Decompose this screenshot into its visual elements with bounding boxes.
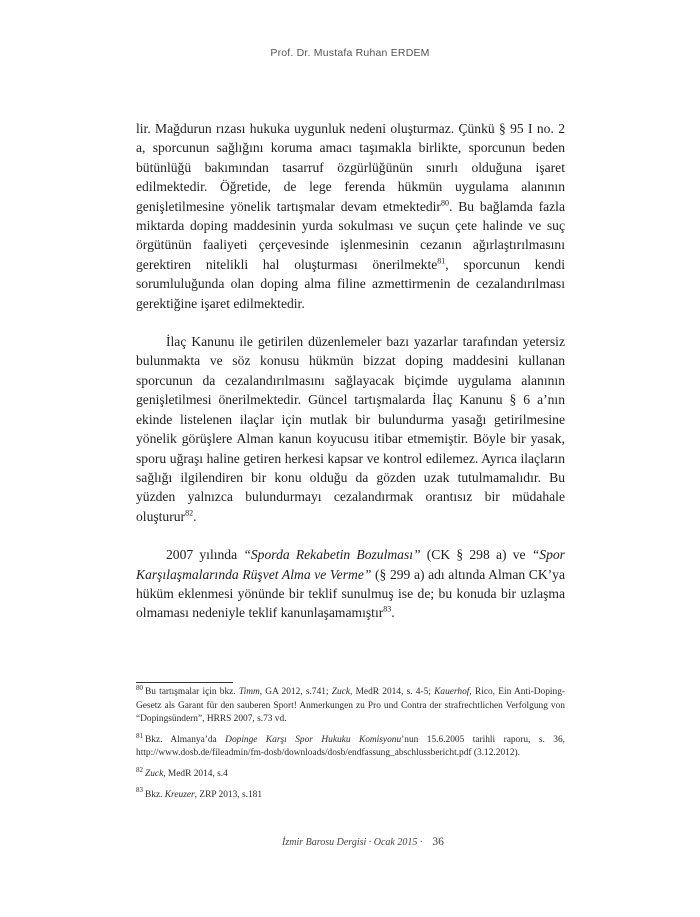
footnote-81-text-a: Bkz. Almanya’da [145, 734, 226, 745]
footnote-81 [136, 731, 565, 761]
footnote-83-text-b: , ZRP 2013, s.181 [194, 789, 263, 800]
footnote-81-text-b[interactable]: ’nun 15.6.2005 tarihli raporu, s. 36, http://www.dosb.de/fileadmin/fm-dosb/downloads/dosb/endfassung_abschlussbericht.pdf (3.12.2012). [136, 734, 565, 759]
footnote-82 [136, 765, 565, 782]
footnote-83-text-a: Bkz. [145, 789, 165, 800]
footnote-80-text-d: , Rico, Ein Anti-Doping-Gesetz als Garant für den sauberen Sport! Anmerkungen zu Pro und Contra der strafrechtlichen Verfolgung von “Dopingsündern”, HRRS 2007, s.73 vd. [136, 687, 566, 725]
paragraph-3-text-a: 2007 yılında [166, 547, 244, 563]
running-header [0, 47, 700, 59]
paragraph-3 [136, 545, 565, 623]
footnote-number: 81 [136, 731, 143, 740]
footnote-ref-80[interactable]: 80 [440, 198, 449, 208]
footnote-80-italic-a: Timm [238, 687, 260, 697]
page-number: 36 [432, 836, 444, 848]
paragraph-2-text-b: . [193, 508, 197, 524]
running-footer [282, 836, 462, 848]
paragraph-1 [136, 119, 565, 313]
footnote-80-text-c: , MedR 2014, s. 4-5; [350, 687, 435, 697]
footnote-divider [136, 682, 233, 683]
footnote-ref-83[interactable]: 83 [383, 604, 392, 614]
footnote-number: 80 [136, 683, 143, 692]
paragraph-2 [136, 332, 565, 526]
main-text [136, 119, 565, 623]
journal-name: İzmir Barosu Dergisi · Ocak 2015 · [282, 837, 423, 848]
footnote-80-text-a: Bu tartışmalar için bkz. [145, 687, 239, 697]
footnote-number: 83 [136, 786, 143, 795]
paragraph-3-text-c: (§ 299 a) adı altında Alman CK’ya hüküm eklenmesi yönünde bir teklif sunulmuş ise de; bu konuda bir uzlaşma olmaması nedeniyle teklif kanunlaşamamıştır [136, 566, 565, 621]
footnote-80-italic-b: Zuck [331, 687, 351, 697]
paragraph-3-italic-a: “Sporda Rekabetin Bozulması” [243, 547, 421, 563]
footnote-number: 82 [136, 765, 143, 774]
paragraph-3-italic-b: “Spor Karşılaşmalarında Rüşvet Alma ve Verme” [136, 547, 565, 582]
footnote-ref-81[interactable]: 81 [437, 256, 446, 266]
paragraph-2-text-a: İlaç Kanunu ile getirilen düzenlemeler bazı yazarlar tarafından yetersiz bulunmakta ve söz konusu hükmün bizzat doping maddesini kullanan sporcunun da cezalandırılmasını sağlayacak biçimde uygulama alanının genişletilmesi önerilmektedir. Güncel tartışmalarda İlaç Kanunu § 6 a’nın ekinde listelenen ilaçlar için mutlak bir bulundurma yasağı getirilmesine yönelik görüşlere Alman kanun koyucusu itibar etmemiştir. Böyle bir yasak, sporu uğraşı haline getiren herkesi kapsar ve kontrol edilemez. Ayrıca ilaçların sağlığı ilgilendiren bir konu olduğu da gözden uzak tutulmamalıdır. Bu yüzden yalnızca bulundurmayı cezalandırmak orantısız bir müdahale oluşturur [136, 334, 565, 524]
paragraph-1-text-c: , sporcunun kendi sorumluluğunda olan doping alma filine azmettirmenin de cezalandırılması gerektiğine işaret edilmektedir. [136, 256, 565, 311]
footnote-82-italic-a: Zuck [145, 768, 164, 779]
paragraph-1-text-a: lir. Mağdurun rızası hukuka uygunluk nedeni oluşturmaz. Çünkü § 95 I no. 2 a, sporcunun sağlığını koruma amacı taşımakla birlikte, sporcunun beden bütünlüğü bakımından tasarruf özgürlüğünün sınırlı olduğuna işaret edilmektedir. Öğretide, de lege ferenda hükmün uygulama alanının genişletilmesine yönelik tartışmalar devam etmektedir [136, 121, 565, 214]
footnotes [136, 683, 566, 809]
footnote-80-text-b: , GA 2012, s.741; [259, 687, 332, 697]
author-name: Prof. Dr. Mustafa Ruhan ERDEM [270, 47, 430, 59]
footnote-83 [136, 786, 565, 803]
footnote-83-italic-a: Kreuzer [164, 789, 195, 800]
footnote-81-italic-a: Dopinge Karşı Spor Hukuku Komisyonu [225, 734, 402, 745]
footnote-80 [136, 683, 566, 727]
footnote-80-italic-c: Kauerhof [434, 687, 470, 697]
footnote-ref-82[interactable]: 82 [185, 508, 194, 518]
paragraph-1-text-b: . Bu bağlamda fazla miktarda doping maddesinin yurda sokulması ve suçun çete halinde ve suç örgütünün faaliyeti çerçevesinde işlenmesinin cezanın ağırlaştırılmasını gerektiren nitelikli hal oluşturması önerilmekte [136, 198, 565, 272]
paragraph-3-text-b: (CK § 298 a) ve [420, 547, 532, 563]
footnote-82-text-a: , MedR 2014, s.4 [163, 768, 228, 779]
paragraph-3-text-d: . [391, 605, 395, 621]
